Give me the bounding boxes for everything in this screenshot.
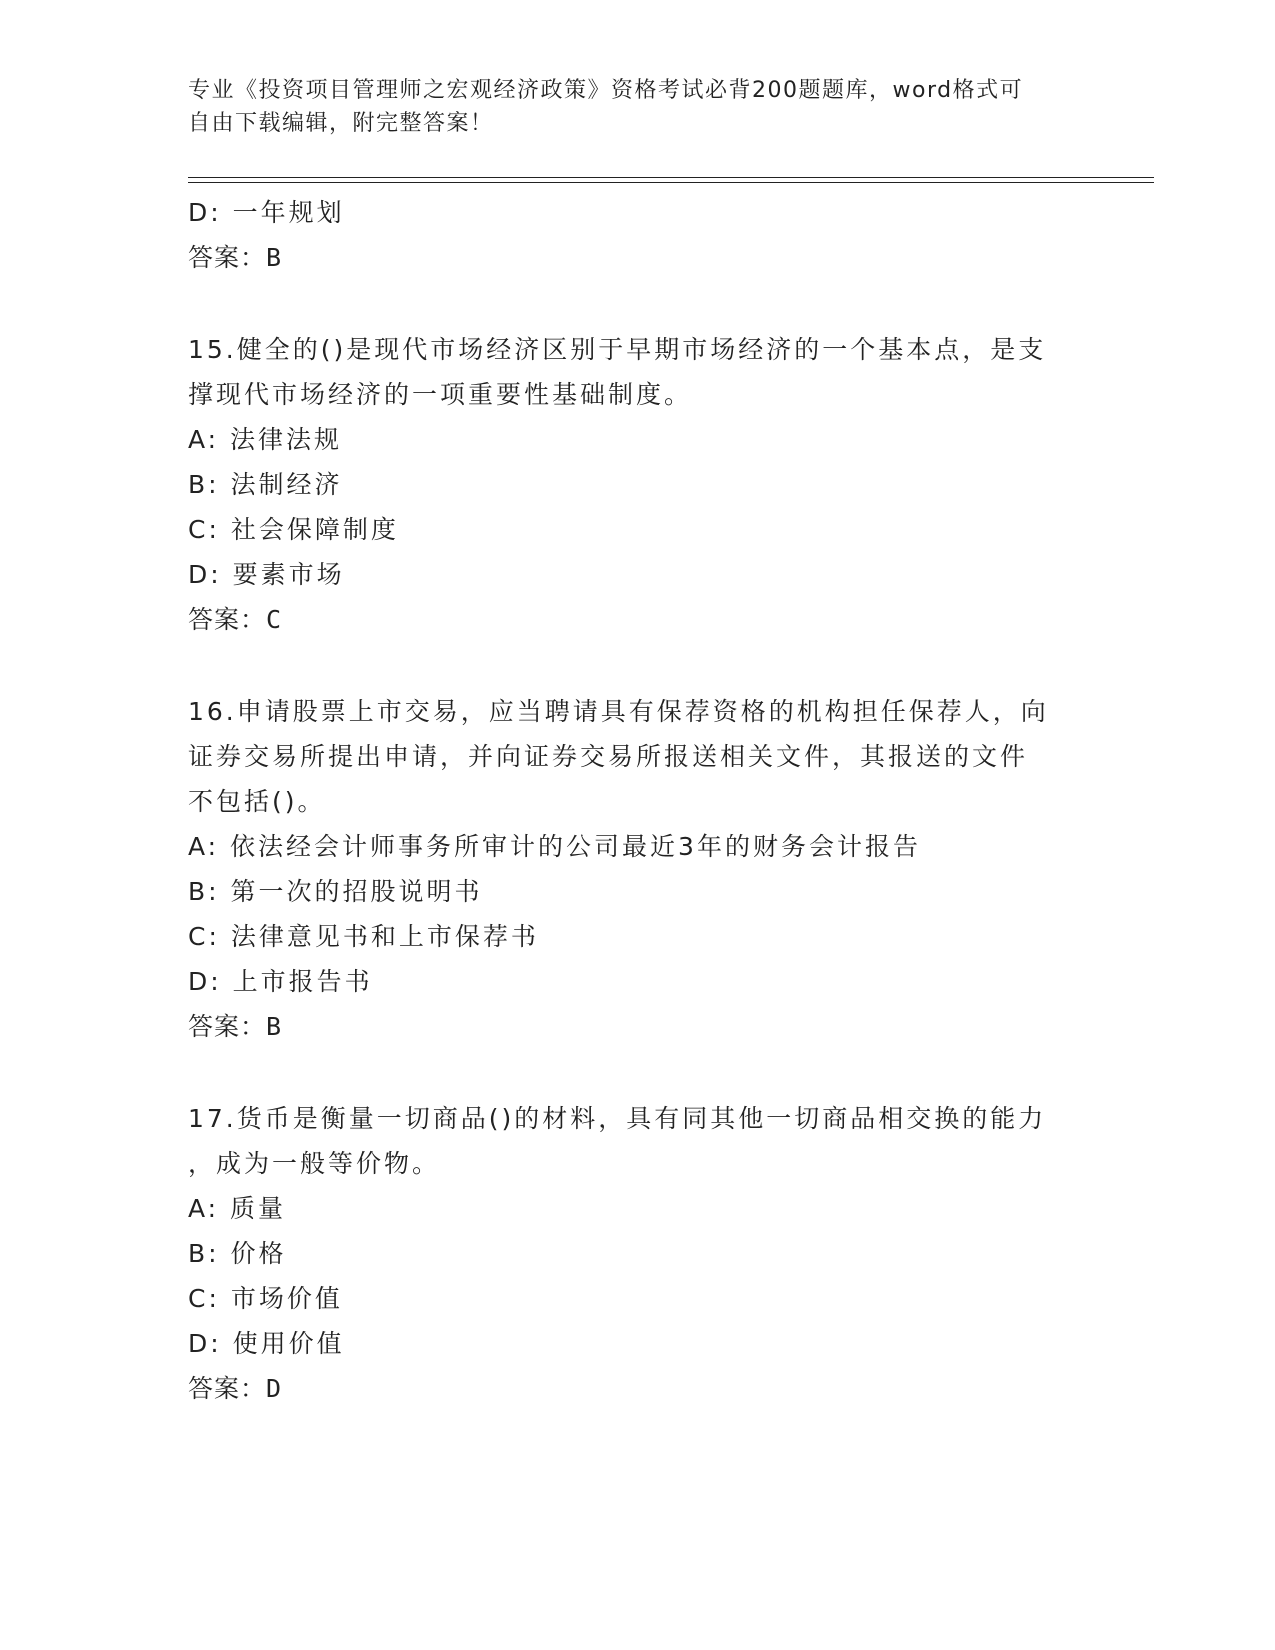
page-header [188,74,1088,140]
option-d: D: 上市报告书 [188,967,373,996]
answer-line [188,1366,1088,1411]
header-line-1: 专业《投资项目管理师之宏观经济政策》资格考试必背200题题库，word格式可 [188,78,1024,103]
question-16 [188,689,1088,1049]
previous-question-tail [188,190,1088,280]
question-gap [188,642,1088,689]
question-list [188,190,1088,1411]
question-gap [188,1049,1088,1096]
answer-label: 答案： [188,243,267,272]
answer-label: 答案： [188,1012,267,1041]
option-c: C: 市场价值 [188,1284,343,1313]
option-a: A: 质量 [188,1194,287,1223]
header-rule-top [188,177,1154,178]
option-b: B: 法制经济 [188,470,343,499]
question-gap [188,280,1088,327]
option-d: D: 使用价值 [188,1329,345,1358]
question-stem-line: ，成为一般等价物。 [188,1149,441,1178]
question-15 [188,327,1088,642]
option-c: C: 社会保障制度 [188,515,399,544]
option-a: A: 法律法规 [188,425,343,454]
option-d: D: 要素市场 [188,560,345,589]
answer-line [188,597,1088,642]
question-stem-line: 17.货币是衡量一切商品()的材料，具有同其他一切商品相交换的能力 [188,1104,1047,1133]
question-stem-line: 撑现代市场经济的一项重要性基础制度。 [188,380,693,409]
answer-key: D [266,1374,283,1403]
answer-key: C [266,605,283,634]
answer-key: B [266,1012,283,1041]
option-d: D: 一年规划 [188,198,345,227]
answer-label: 答案： [188,1374,267,1403]
option-c: C: 法律意见书和上市保荐书 [188,922,539,951]
header-rule-bottom [188,182,1154,183]
answer-key: B [266,243,283,272]
question-stem-line: 16.申请股票上市交易，应当聘请具有保荐资格的机构担任保荐人，向 [188,697,1049,726]
answer-line [188,1004,1088,1049]
option-b: B: 第一次的招股说明书 [188,877,483,906]
question-stem-line: 证券交易所提出申请，并向证券交易所报送相关文件，其报送的文件 [188,742,1029,771]
question-stem-line: 15.健全的()是现代市场经济区别于早期市场经济的一个基本点，是支 [188,335,1047,364]
question-stem-line: 不包括()。 [188,787,326,816]
answer-label: 答案： [188,605,267,634]
option-b: B: 价格 [188,1239,287,1268]
option-a: A: 依法经会计师事务所审计的公司最近3年的财务会计报告 [188,832,921,861]
question-17 [188,1096,1088,1411]
header-line-2: 自由下载编辑，附完整答案！ [188,111,494,136]
answer-line [188,235,1088,280]
